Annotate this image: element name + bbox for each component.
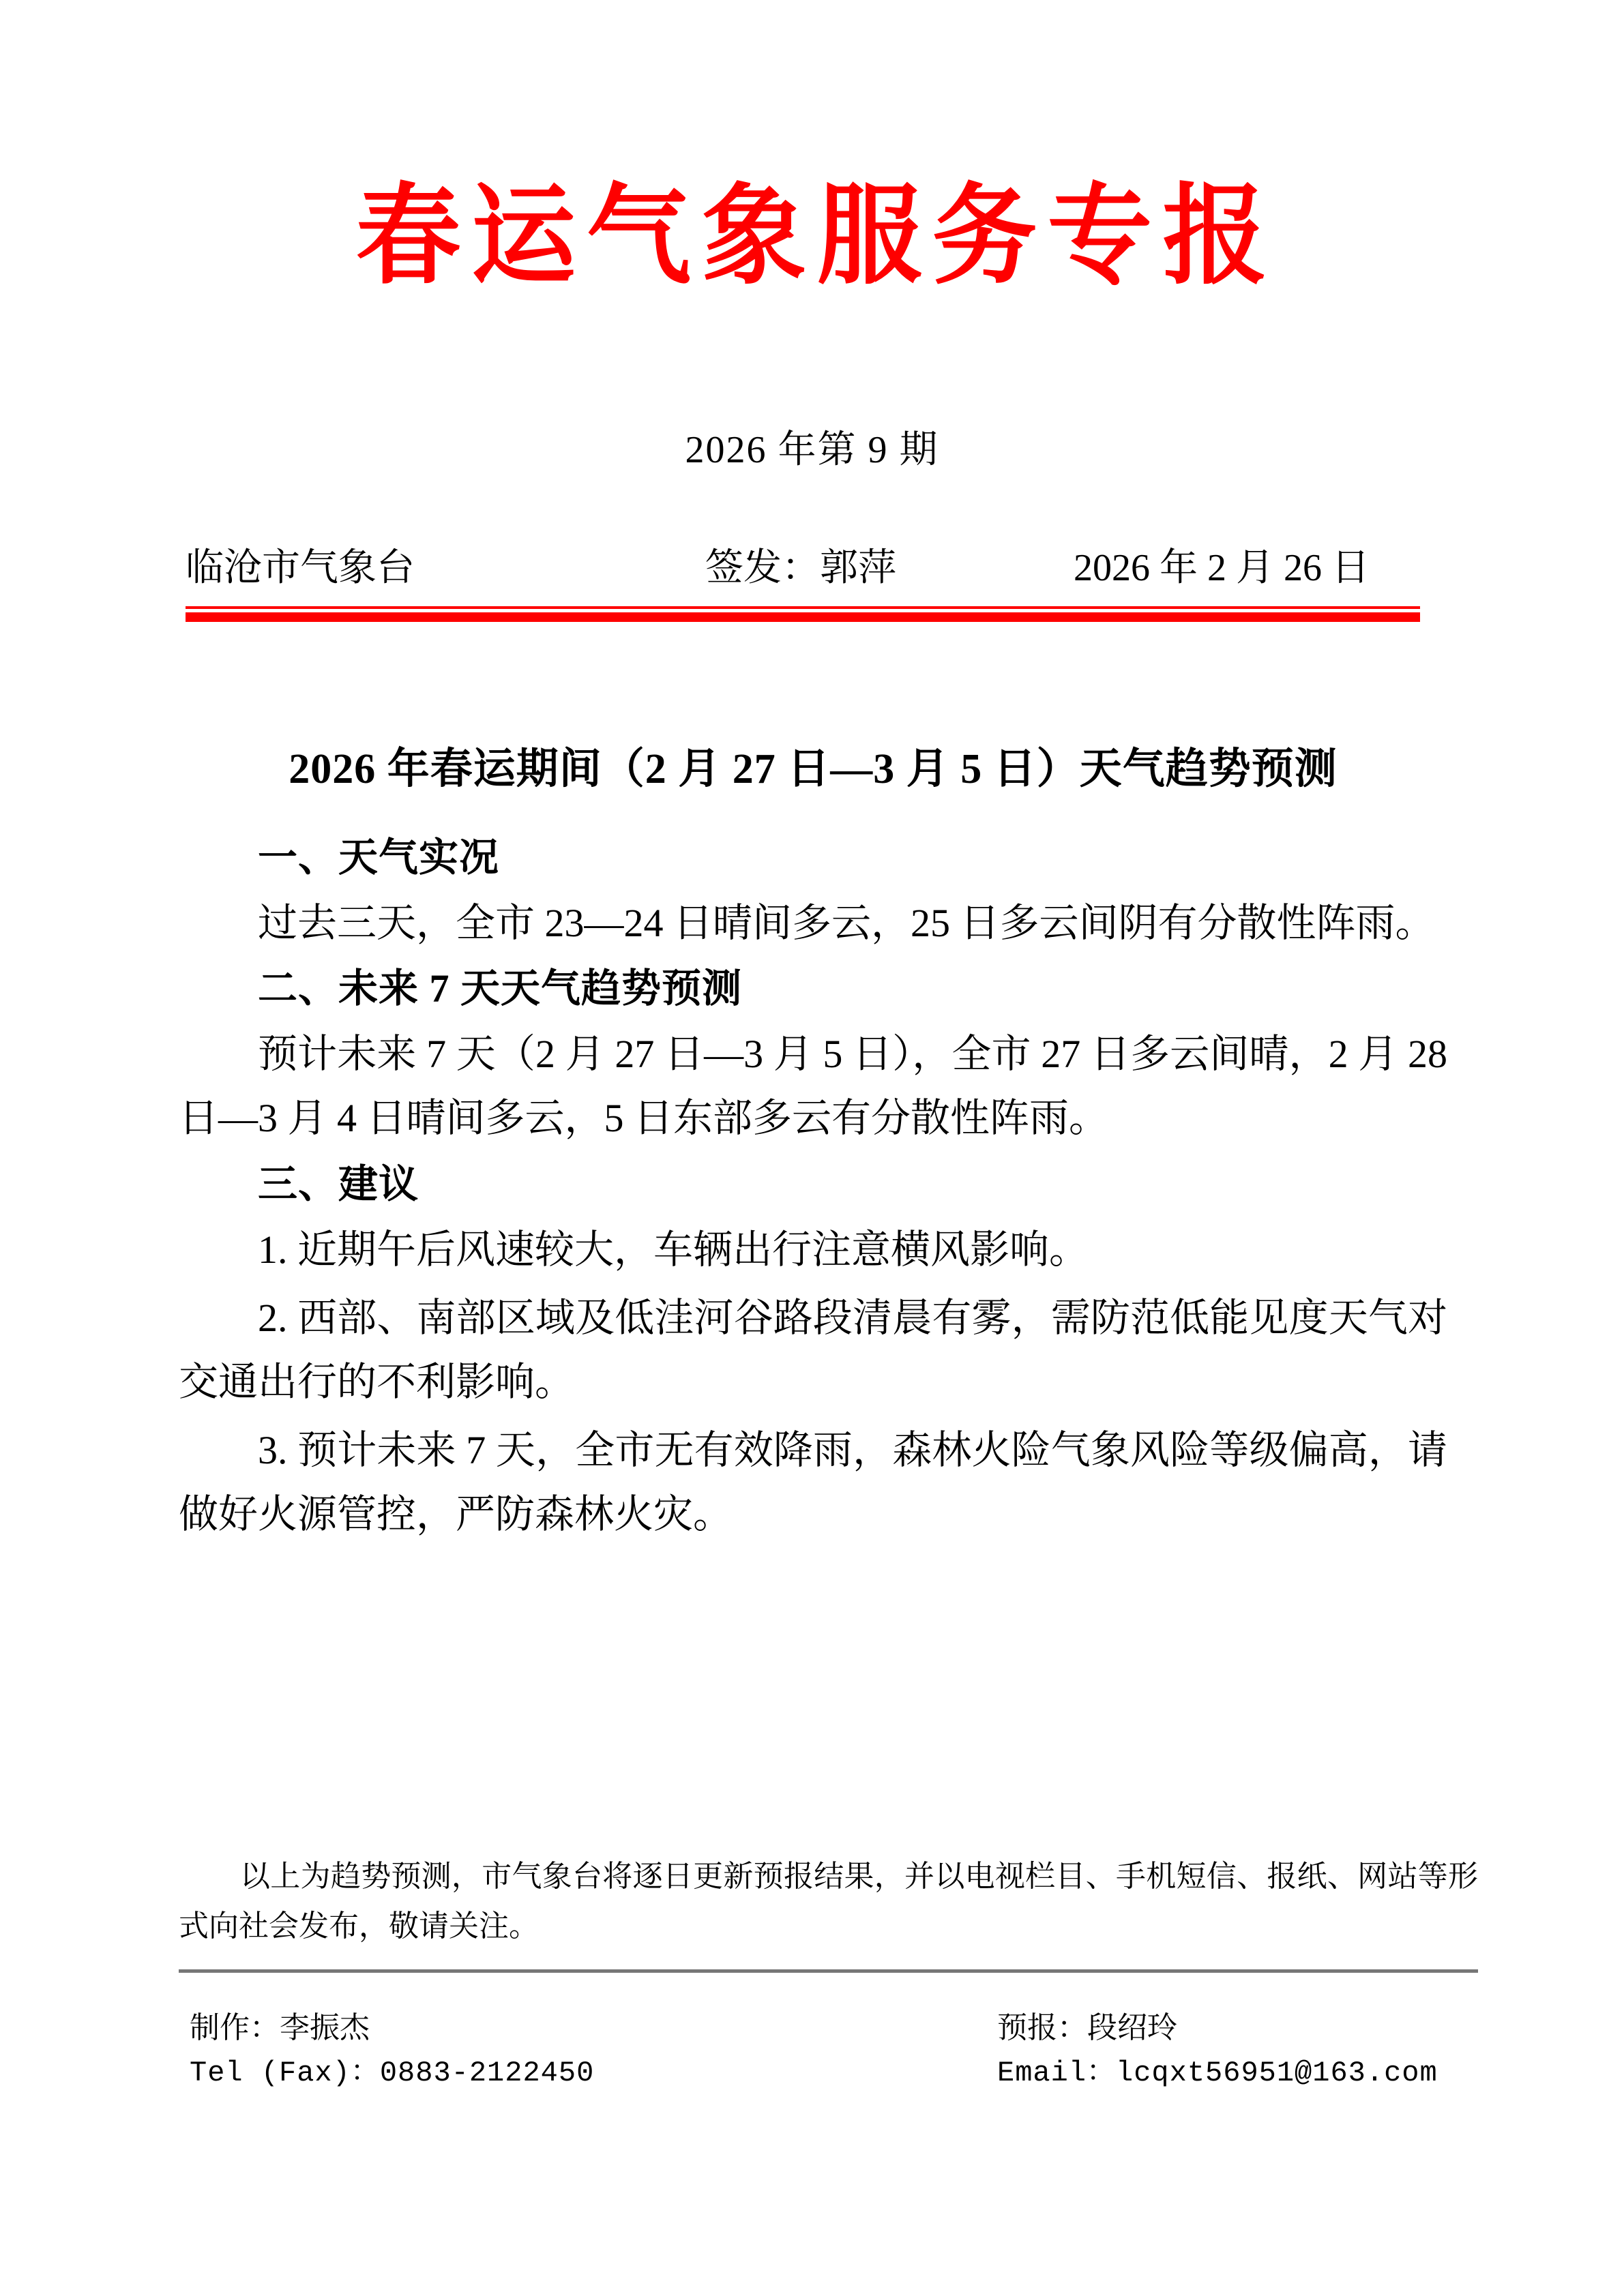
footer-producer: 制作：李振杰: [190, 2011, 370, 2044]
footer-row-contacts: [179, 2051, 1478, 2098]
closing-note: 以上为趋势预测，市气象台将逐日更新预报结果，并以电视栏目、手机短信、报纸、网站等形式向社会发布，敬请关注。: [179, 1860, 1478, 1943]
section-paragraph-weather-observation: 过去三天，全市 23—24 日晴间多云，25 日多云间阴有分散性阵雨。: [258, 900, 1435, 945]
red-double-rule: [186, 606, 1420, 622]
footer-divider-rule: [179, 1969, 1478, 1973]
footer-telephone: Tel (Fax)：0883-2122450: [190, 2057, 595, 2089]
recommendation-item-1: 1. 近期午后风速较大，车辆出行注意横风影响。: [258, 1227, 1089, 1272]
masthead-title: 春运气象服务专报: [356, 176, 1279, 297]
document-heading: 2026 年春运期间（2 月 27 日—3 月 5 日）天气趋势预测: [289, 746, 1338, 792]
document-footer: [179, 2005, 1478, 2098]
issuing-office: 临沧市气象台: [186, 547, 415, 589]
footer-email: Email：lcqxt56951@163.com: [997, 2057, 1438, 2089]
recommendation-item-2: 2. 西部、南部区域及低洼河谷路段清晨有雾，需防范低能见度天气对交通出行的不利影响。: [179, 1296, 1447, 1405]
section-title-weather-observation: 一、天气实况: [258, 835, 500, 880]
footer-row-names: [179, 2005, 1478, 2051]
red-rule-thick: [186, 612, 1420, 622]
issue-number-line: 2026 年第 9 期: [685, 429, 939, 471]
signer: 签发：郭萍: [705, 547, 896, 589]
section-title-seven-day-forecast: 二、未来 7 天天气趋势预测: [258, 966, 743, 1011]
document-body: [179, 743, 1447, 1551]
header-meta-row: [186, 541, 1423, 595]
section-title-recommendations: 三、建议: [258, 1162, 419, 1207]
section-paragraph-seven-day-forecast: 预计未来 7 天（2 月 27 日—3 月 5 日），全市 27 日多云间晴，2 月 28 日—3 月 4 日晴间多云，5 日东部多云有分散性阵雨。: [179, 1032, 1447, 1141]
footer-forecaster: 预报：段绍玲: [997, 2011, 1177, 2044]
recommendation-item-3: 3. 预计未来 7 天，全市无有效降雨，森林火险气象风险等级偏高，请做好火源管控，严防森林火灾。: [179, 1428, 1447, 1537]
issue-date: 2026 年 2 月 26 日: [1074, 547, 1370, 589]
masthead: [0, 174, 1624, 299]
